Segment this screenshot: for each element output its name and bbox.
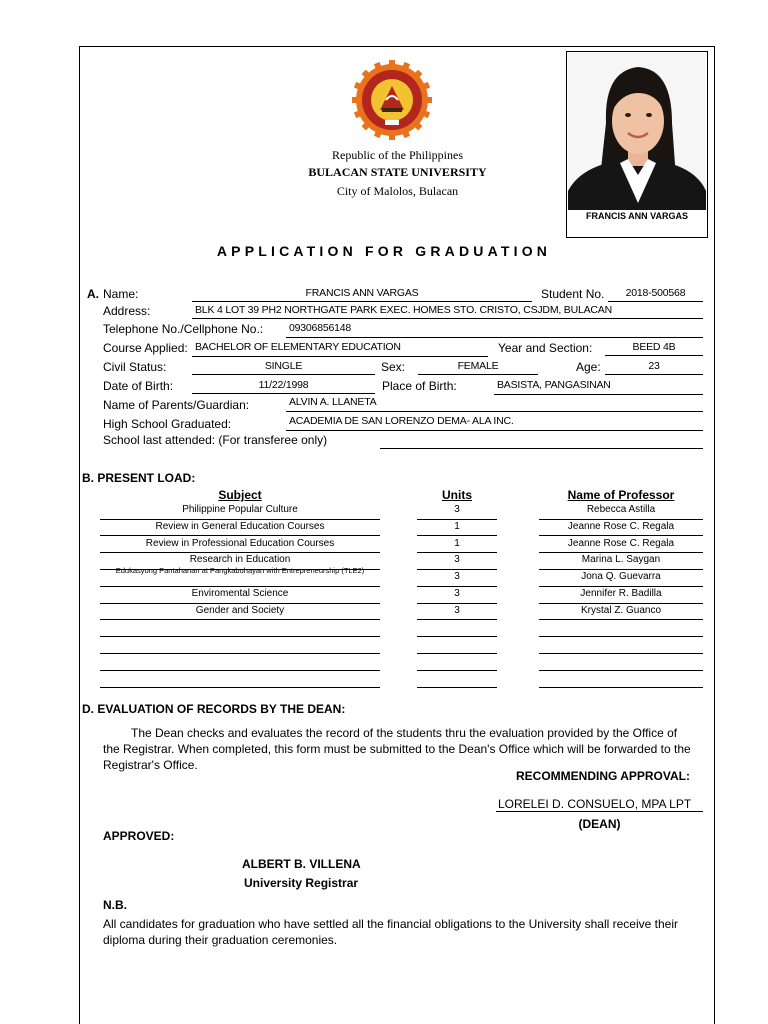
professor-cell: Jennifer R. Badilla <box>580 588 662 599</box>
hs-underline <box>286 430 703 431</box>
section-a-letter: A. <box>87 287 99 301</box>
parents-underline <box>286 411 703 412</box>
professor-cell: Jeanne Rose C. Regala <box>567 520 675 532</box>
dean-name: LORELEI D. CONSUELO, MPA LPT <box>498 797 692 811</box>
table-row-line <box>539 653 703 654</box>
table-row-line <box>539 670 703 671</box>
subject-header: Subject <box>218 488 262 502</box>
parents-label: Name of Parents/Guardian: <box>103 398 250 412</box>
table-row-line <box>100 653 380 654</box>
subject-cell: Research in Education <box>189 554 291 566</box>
photo-caption: FRANCIS ANN VARGAS <box>585 211 688 221</box>
dob-field: 11/22/1998 <box>192 379 375 394</box>
dob-label: Date of Birth: <box>103 379 174 393</box>
dean-signature-line <box>496 811 703 812</box>
section-b-title: B. PRESENT LOAD: <box>82 471 196 485</box>
last-school-label: School last attended: (For transferee only) <box>103 433 328 447</box>
student-no-label: Student No. <box>541 287 605 301</box>
table-row-line <box>539 687 703 688</box>
sex-field: FEMALE <box>418 360 538 375</box>
subject-cell: Philippine Popular Culture <box>182 504 298 515</box>
units-cell: 3 <box>454 504 460 515</box>
professor-header: Name of Professor <box>567 488 675 502</box>
professor-cell: Jona Q. Guevarra <box>581 571 661 583</box>
subject-cell: Review in General Education Courses <box>155 520 325 532</box>
republic-text: Republic of the Philippines <box>332 148 463 162</box>
approved-label: APPROVED: <box>103 829 175 843</box>
hs-label: High School Graduated: <box>103 417 232 431</box>
parents-field: ALVIN A. LLANETA <box>289 396 377 408</box>
university-name: BULACAN STATE UNIVERSITY <box>308 165 487 179</box>
name-label: Name: <box>103 287 139 301</box>
age-field: 23 <box>605 360 703 375</box>
nb-text: All candidates for graduation who have settled all the financial obligations to the University shall receive their diploma during their graduation ceremonies. <box>103 917 678 947</box>
subject-cell: Edukasyong Pantahanan at Pangkabuhayan with Entrepreneurship (TLE2) <box>115 567 365 576</box>
address-label: Address: <box>103 304 151 318</box>
professor-cell: Krystal Z. Guanco <box>580 604 662 616</box>
units-header: Units <box>442 488 472 502</box>
table-row-line <box>100 670 380 671</box>
units-cell: 3 <box>454 604 460 616</box>
units-cell: 3 <box>454 554 460 566</box>
pob-field: BASISTA, PANGASINAN <box>497 379 611 391</box>
applicant-photo-box <box>566 51 708 238</box>
table-row-line <box>417 687 497 688</box>
table-row-line <box>417 670 497 671</box>
table-row-line <box>417 636 497 637</box>
units-cell: 3 <box>454 571 460 583</box>
units-cell: 1 <box>454 537 460 549</box>
nb-title: N.B. <box>103 898 127 912</box>
table-row-line <box>539 619 703 620</box>
subject-cell: Enviromental Science <box>191 588 289 599</box>
registrar-title: University Registrar <box>244 876 359 890</box>
pob-label: Place of Birth: <box>382 379 457 393</box>
evaluation-paragraph: The Dean checks and evaluates the record of the students thru the evaluation provided by the Office of the Registrar. When completed, this form must be submitted to the Dean's Office which will be forwarded to the Registrar's Office. <box>103 726 691 772</box>
hs-field: ACADEMIA DE SAN LORENZO DEMA- ALA INC. <box>289 415 514 427</box>
units-cell: 3 <box>454 588 460 599</box>
phone-label: Telephone No./Cellphone No.: <box>103 322 264 336</box>
table-row-line <box>539 636 703 637</box>
address-underline <box>192 318 703 319</box>
registrar-name: ALBERT B. VILLENA <box>242 857 361 871</box>
professor-cell: Rebecca Astilla <box>586 504 656 515</box>
table-row-line <box>100 619 380 620</box>
course-label: Course Applied: <box>103 341 188 355</box>
form-title: APPLICATION FOR GRADUATION <box>216 243 552 259</box>
recommending-approval: RECOMMENDING APPROVAL: <box>516 769 690 783</box>
civil-status-label: Civil Status: <box>103 360 167 374</box>
year-section-label: Year and Section: <box>498 341 593 355</box>
phone-underline <box>286 337 703 338</box>
sex-label: Sex: <box>381 360 406 374</box>
course-field: BACHELOR OF ELEMENTARY EDUCATION <box>195 341 401 353</box>
university-seal-logo <box>352 60 432 140</box>
last-school-underline <box>380 448 703 449</box>
phone-field: 09306856148 <box>289 322 352 334</box>
table-row-line <box>417 653 497 654</box>
age-label: Age: <box>576 360 601 374</box>
civil-status-field: SINGLE <box>192 360 375 375</box>
subject-cell: Gender and Society <box>195 604 285 616</box>
professor-cell: Jeanne Rose C. Regala <box>567 537 675 549</box>
professor-cell: Marina L. Saygan <box>581 554 661 566</box>
address-field: BLK 4 LOT 39 PH2 NORTHGATE PARK EXEC. HOMES STO. CRISTO, CSJDM, BULACAN <box>195 304 612 316</box>
dean-title: (DEAN) <box>578 817 621 831</box>
table-row-line <box>417 619 497 620</box>
applicant-photo <box>568 53 706 210</box>
course-underline <box>192 356 488 357</box>
section-d-title: D. EVALUATION OF RECORDS BY THE DEAN: <box>82 702 346 716</box>
subject-cell: Review in Professional Education Courses <box>145 537 335 549</box>
table-row-line <box>100 687 380 688</box>
table-row-line <box>100 636 380 637</box>
student-no-field: 2018-500568 <box>608 287 703 302</box>
units-cell: 1 <box>454 520 460 532</box>
city-text: City of Malolos, Bulacan <box>336 184 459 198</box>
pob-underline <box>494 394 703 395</box>
year-section-field: BEED 4B <box>605 341 703 356</box>
name-field: FRANCIS ANN VARGAS <box>192 287 532 302</box>
